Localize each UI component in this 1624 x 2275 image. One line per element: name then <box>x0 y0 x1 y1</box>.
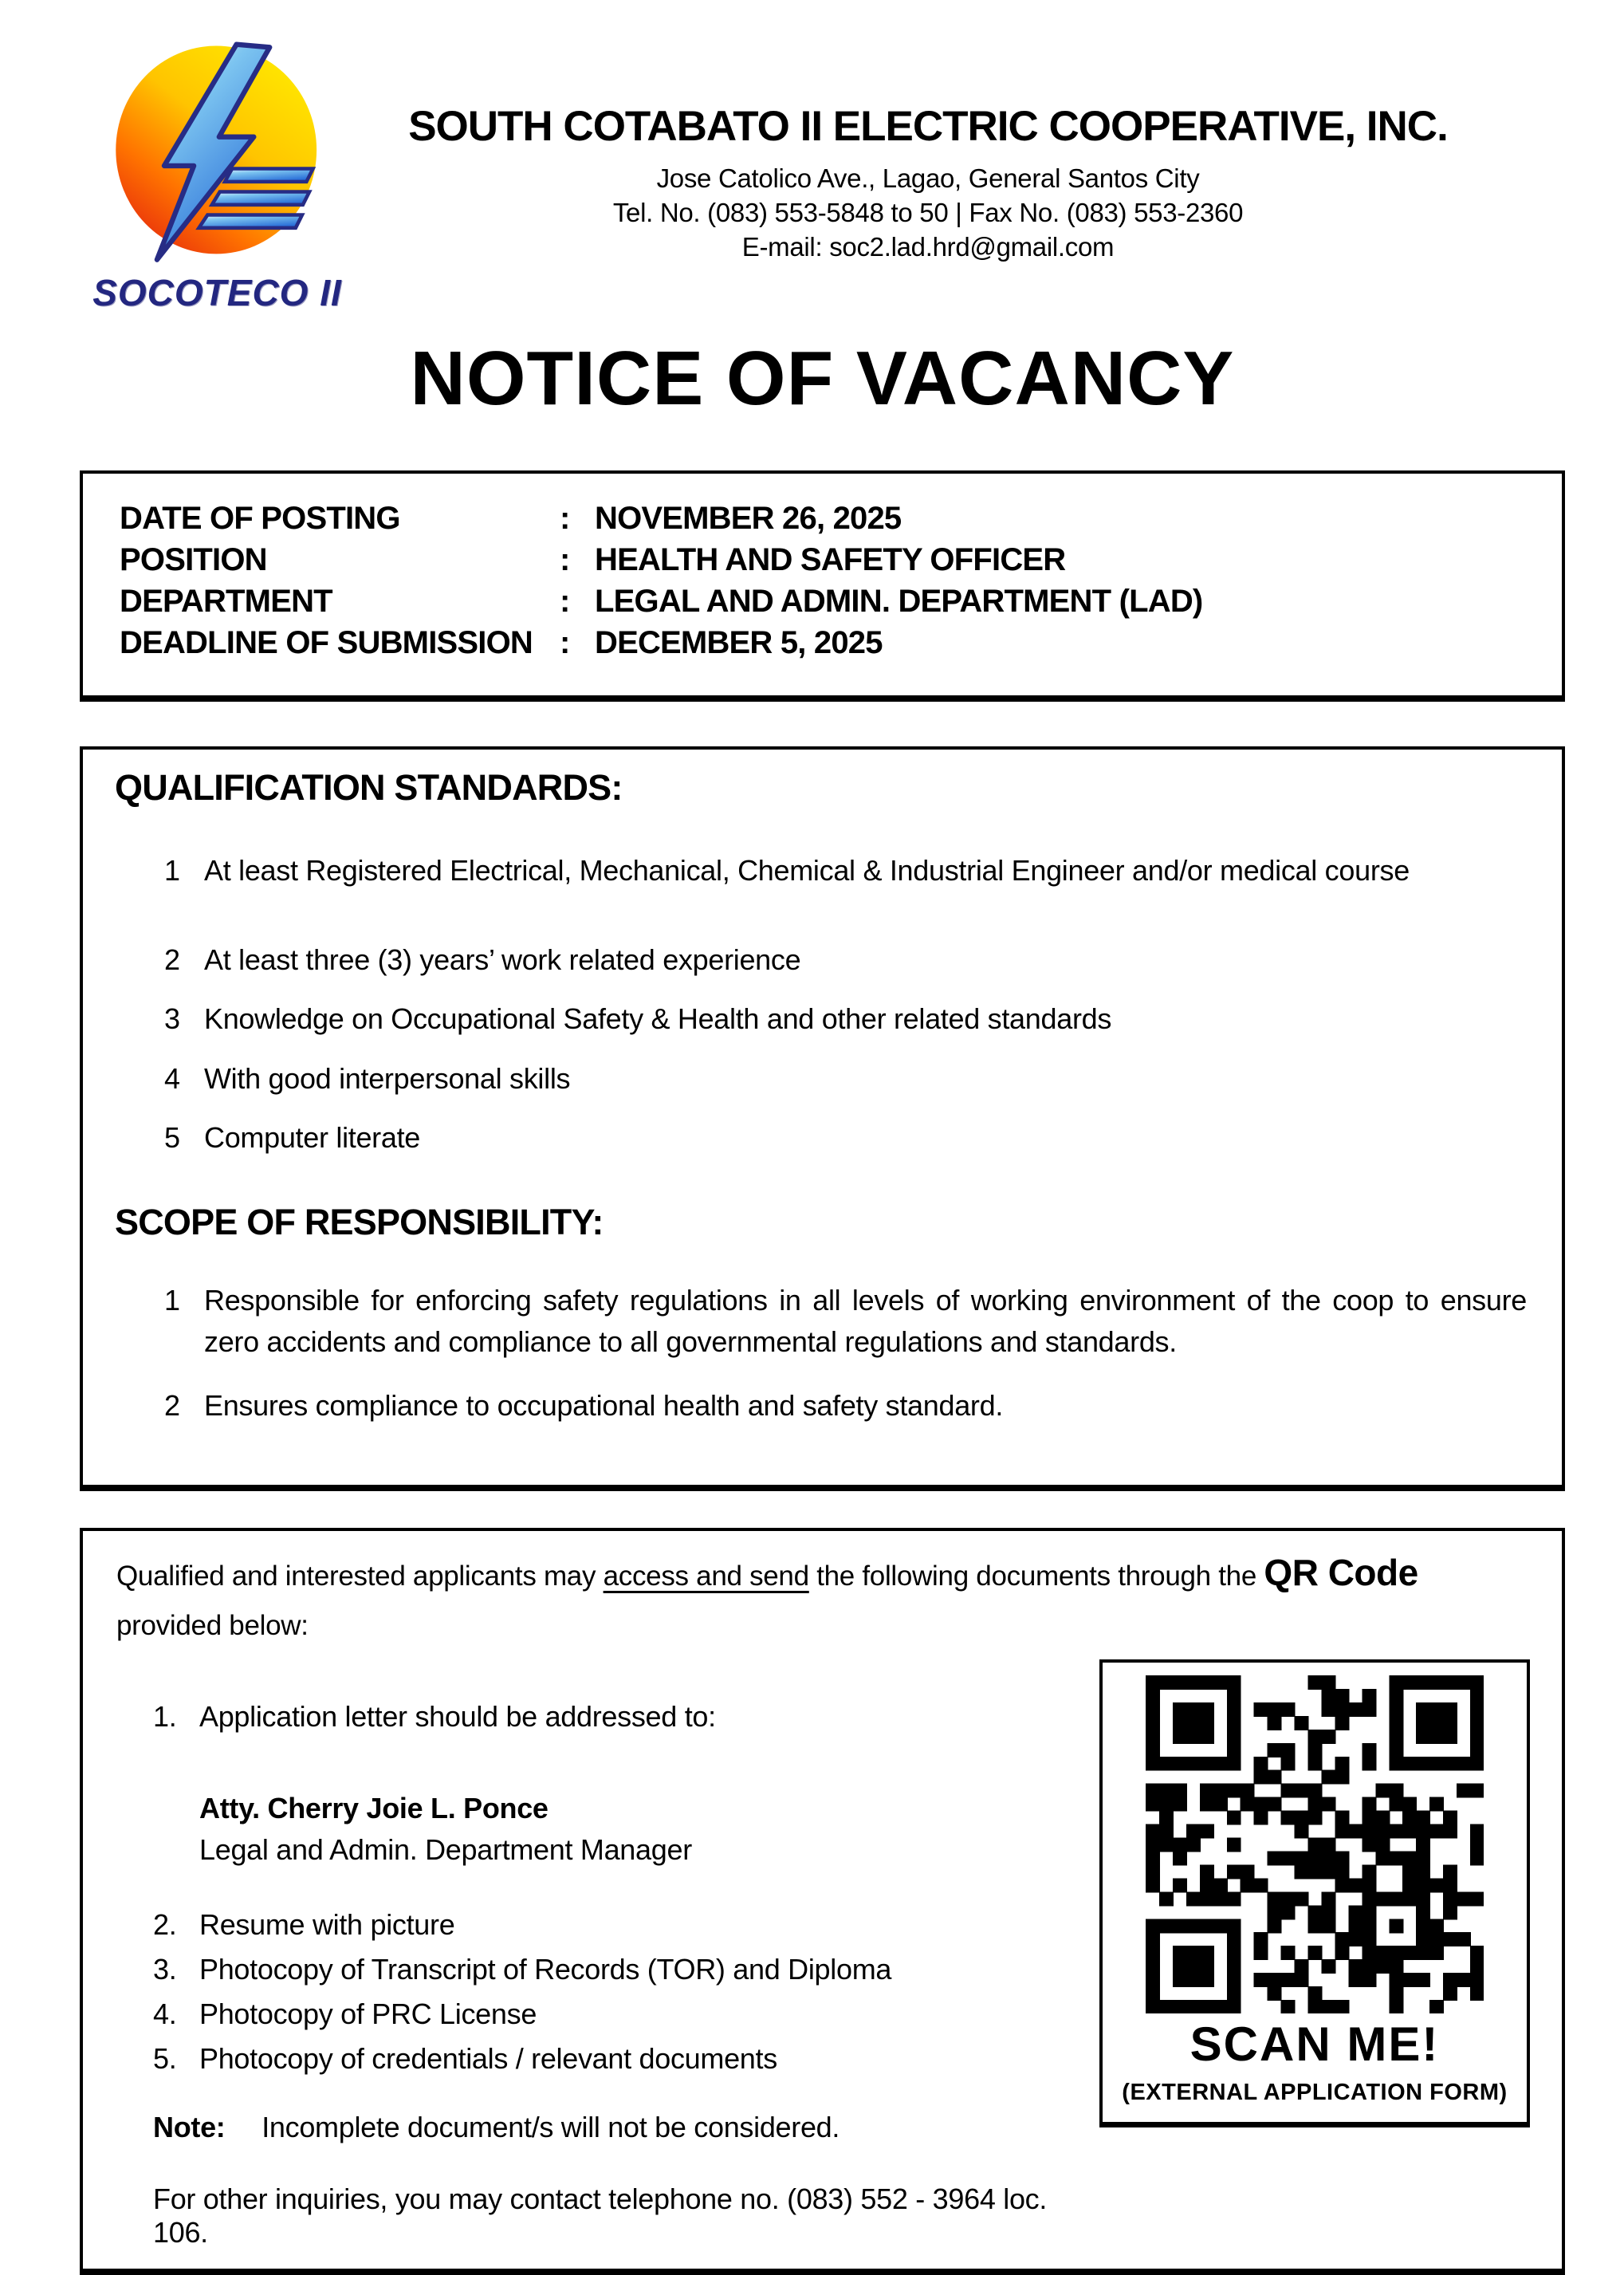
addressee-title: Legal and Admin. Department Manager <box>199 1829 1099 1871</box>
posting-colon: : <box>560 622 595 663</box>
application-row <box>116 1659 1530 2250</box>
posting-value: DECEMBER 5, 2025 <box>595 622 1546 663</box>
item-text: Photocopy of Transcript of Records (TOR) and Diploma <box>199 1949 1099 1990</box>
item-text: Resume with picture <box>199 1904 1099 1945</box>
qr-code <box>1146 1675 1484 2013</box>
header-text <box>355 41 1501 314</box>
item-text: At least three (3) years’ work related experience <box>204 939 1527 981</box>
application-box <box>80 1528 1565 2275</box>
scope-item <box>164 1385 1527 1427</box>
posting-label: DEPARTMENT <box>120 581 560 622</box>
intro-underlined-text: access and send <box>604 1561 809 1592</box>
item-number: 4. <box>153 1994 199 2034</box>
posting-label: POSITION <box>120 539 560 581</box>
qualification-item <box>164 1058 1527 1100</box>
item-text: Computer literate <box>204 1117 1527 1159</box>
company-address: Jose Catolico Ave., Lagao, General Santos City <box>355 162 1501 196</box>
logo-wordmark: SOCOTECO II <box>80 271 355 314</box>
posting-colon: : <box>560 581 595 622</box>
application-intro-line2: provided below: <box>116 1610 1530 1642</box>
qualification-list <box>115 850 1527 1159</box>
qualification-box <box>80 746 1565 1491</box>
qualification-item <box>164 998 1527 1040</box>
posting-row-date <box>120 498 1546 539</box>
application-list <box>116 1659 1099 2250</box>
item-number: 2 <box>164 939 204 981</box>
header <box>80 0 1565 314</box>
application-intro <box>116 1545 1530 1600</box>
company-email: E-mail: soc2.lad.hrd@gmail.com <box>355 230 1501 265</box>
scope-item <box>164 1280 1527 1363</box>
note-text: Incomplete document/s will not be considered. <box>261 2111 840 2143</box>
item-text: Photocopy of PRC License <box>199 1994 1099 2034</box>
note-line <box>153 2111 1099 2144</box>
addressee-name: Atty. Cherry Joie L. Ponce <box>199 1788 1099 1829</box>
scope-list <box>115 1280 1527 1427</box>
qr-caption: SCAN ME! <box>1114 2017 1516 2072</box>
item-text: Responsible for enforcing safety regulations in all levels of working environment of the coop to ensure zero accidents and compliance to all governmental regulations and standards. <box>204 1280 1527 1363</box>
application-item <box>153 1696 1099 1737</box>
item-number: 1 <box>164 850 204 892</box>
company-phone-fax: Tel. No. (083) 553-5848 to 50 | Fax No. (083) 553-2360 <box>355 196 1501 230</box>
document-title: NOTICE OF VACANCY <box>80 335 1565 423</box>
item-number: 3 <box>164 998 204 1040</box>
item-text: Knowledge on Occupational Safety & Health and other related standards <box>204 998 1527 1040</box>
intro-text-pre: Qualified and interested applicants may <box>116 1561 604 1592</box>
company-name: SOUTH COTABATO II ELECTRIC COOPERATIVE, INC. <box>355 102 1501 151</box>
item-text: Ensures compliance to occupational health and safety standard. <box>204 1385 1527 1427</box>
application-item <box>153 1949 1099 1990</box>
item-number: 3. <box>153 1949 199 1990</box>
posting-row-department <box>120 581 1546 622</box>
item-text: At least Registered Electrical, Mechanical, Chemical & Industrial Engineer and/or medical course <box>204 850 1527 892</box>
item-number: 1 <box>164 1280 204 1363</box>
qualification-item <box>164 1117 1527 1159</box>
item-number: 1. <box>153 1696 199 1737</box>
socoteco-logo-icon <box>95 41 340 266</box>
notice-page <box>80 0 1565 2275</box>
scope-heading: SCOPE OF RESPONSIBILITY: <box>115 1202 1527 1243</box>
application-item <box>153 1994 1099 2034</box>
posting-value: NOVEMBER 26, 2025 <box>595 498 1546 539</box>
logo-block <box>80 41 355 314</box>
posting-label: DATE OF POSTING <box>120 498 560 539</box>
item-text: Photocopy of credentials / relevant documents <box>199 2038 1099 2079</box>
qr-subcaption: (EXTERNAL APPLICATION FORM) <box>1114 2080 1516 2106</box>
item-number: 4 <box>164 1058 204 1100</box>
item-text: Application letter should be addressed to: <box>199 1696 1099 1737</box>
qualification-heading: QUALIFICATION STANDARDS: <box>115 767 1527 809</box>
item-number: 2. <box>153 1904 199 1945</box>
posting-details-box <box>80 470 1565 702</box>
qualification-item <box>164 850 1527 892</box>
item-number: 2 <box>164 1385 204 1427</box>
posting-value: LEGAL AND ADMIN. DEPARTMENT (LAD) <box>595 581 1546 622</box>
posting-colon: : <box>560 498 595 539</box>
item-number: 5. <box>153 2038 199 2079</box>
qualification-item <box>164 939 1527 981</box>
item-number: 5 <box>164 1117 204 1159</box>
posting-row-position <box>120 539 1546 581</box>
addressee-block <box>199 1788 1099 1871</box>
item-text: With good interpersonal skills <box>204 1058 1527 1100</box>
inquiries-line: For other inquiries, you may contact telephone no. (083) 552 - 3964 loc. 106. <box>153 2183 1099 2249</box>
application-item <box>153 2038 1099 2079</box>
qr-panel <box>1099 1659 1530 2127</box>
posting-value: HEALTH AND SAFETY OFFICER <box>595 539 1546 581</box>
posting-row-deadline <box>120 622 1546 663</box>
note-label: Note: <box>153 2111 226 2143</box>
posting-label: DEADLINE OF SUBMISSION <box>120 622 560 663</box>
application-item <box>153 1904 1099 1945</box>
intro-text-mid: the following documents through the <box>809 1561 1264 1592</box>
posting-colon: : <box>560 539 595 581</box>
intro-qr-code-text: QR Code <box>1264 1552 1418 1593</box>
